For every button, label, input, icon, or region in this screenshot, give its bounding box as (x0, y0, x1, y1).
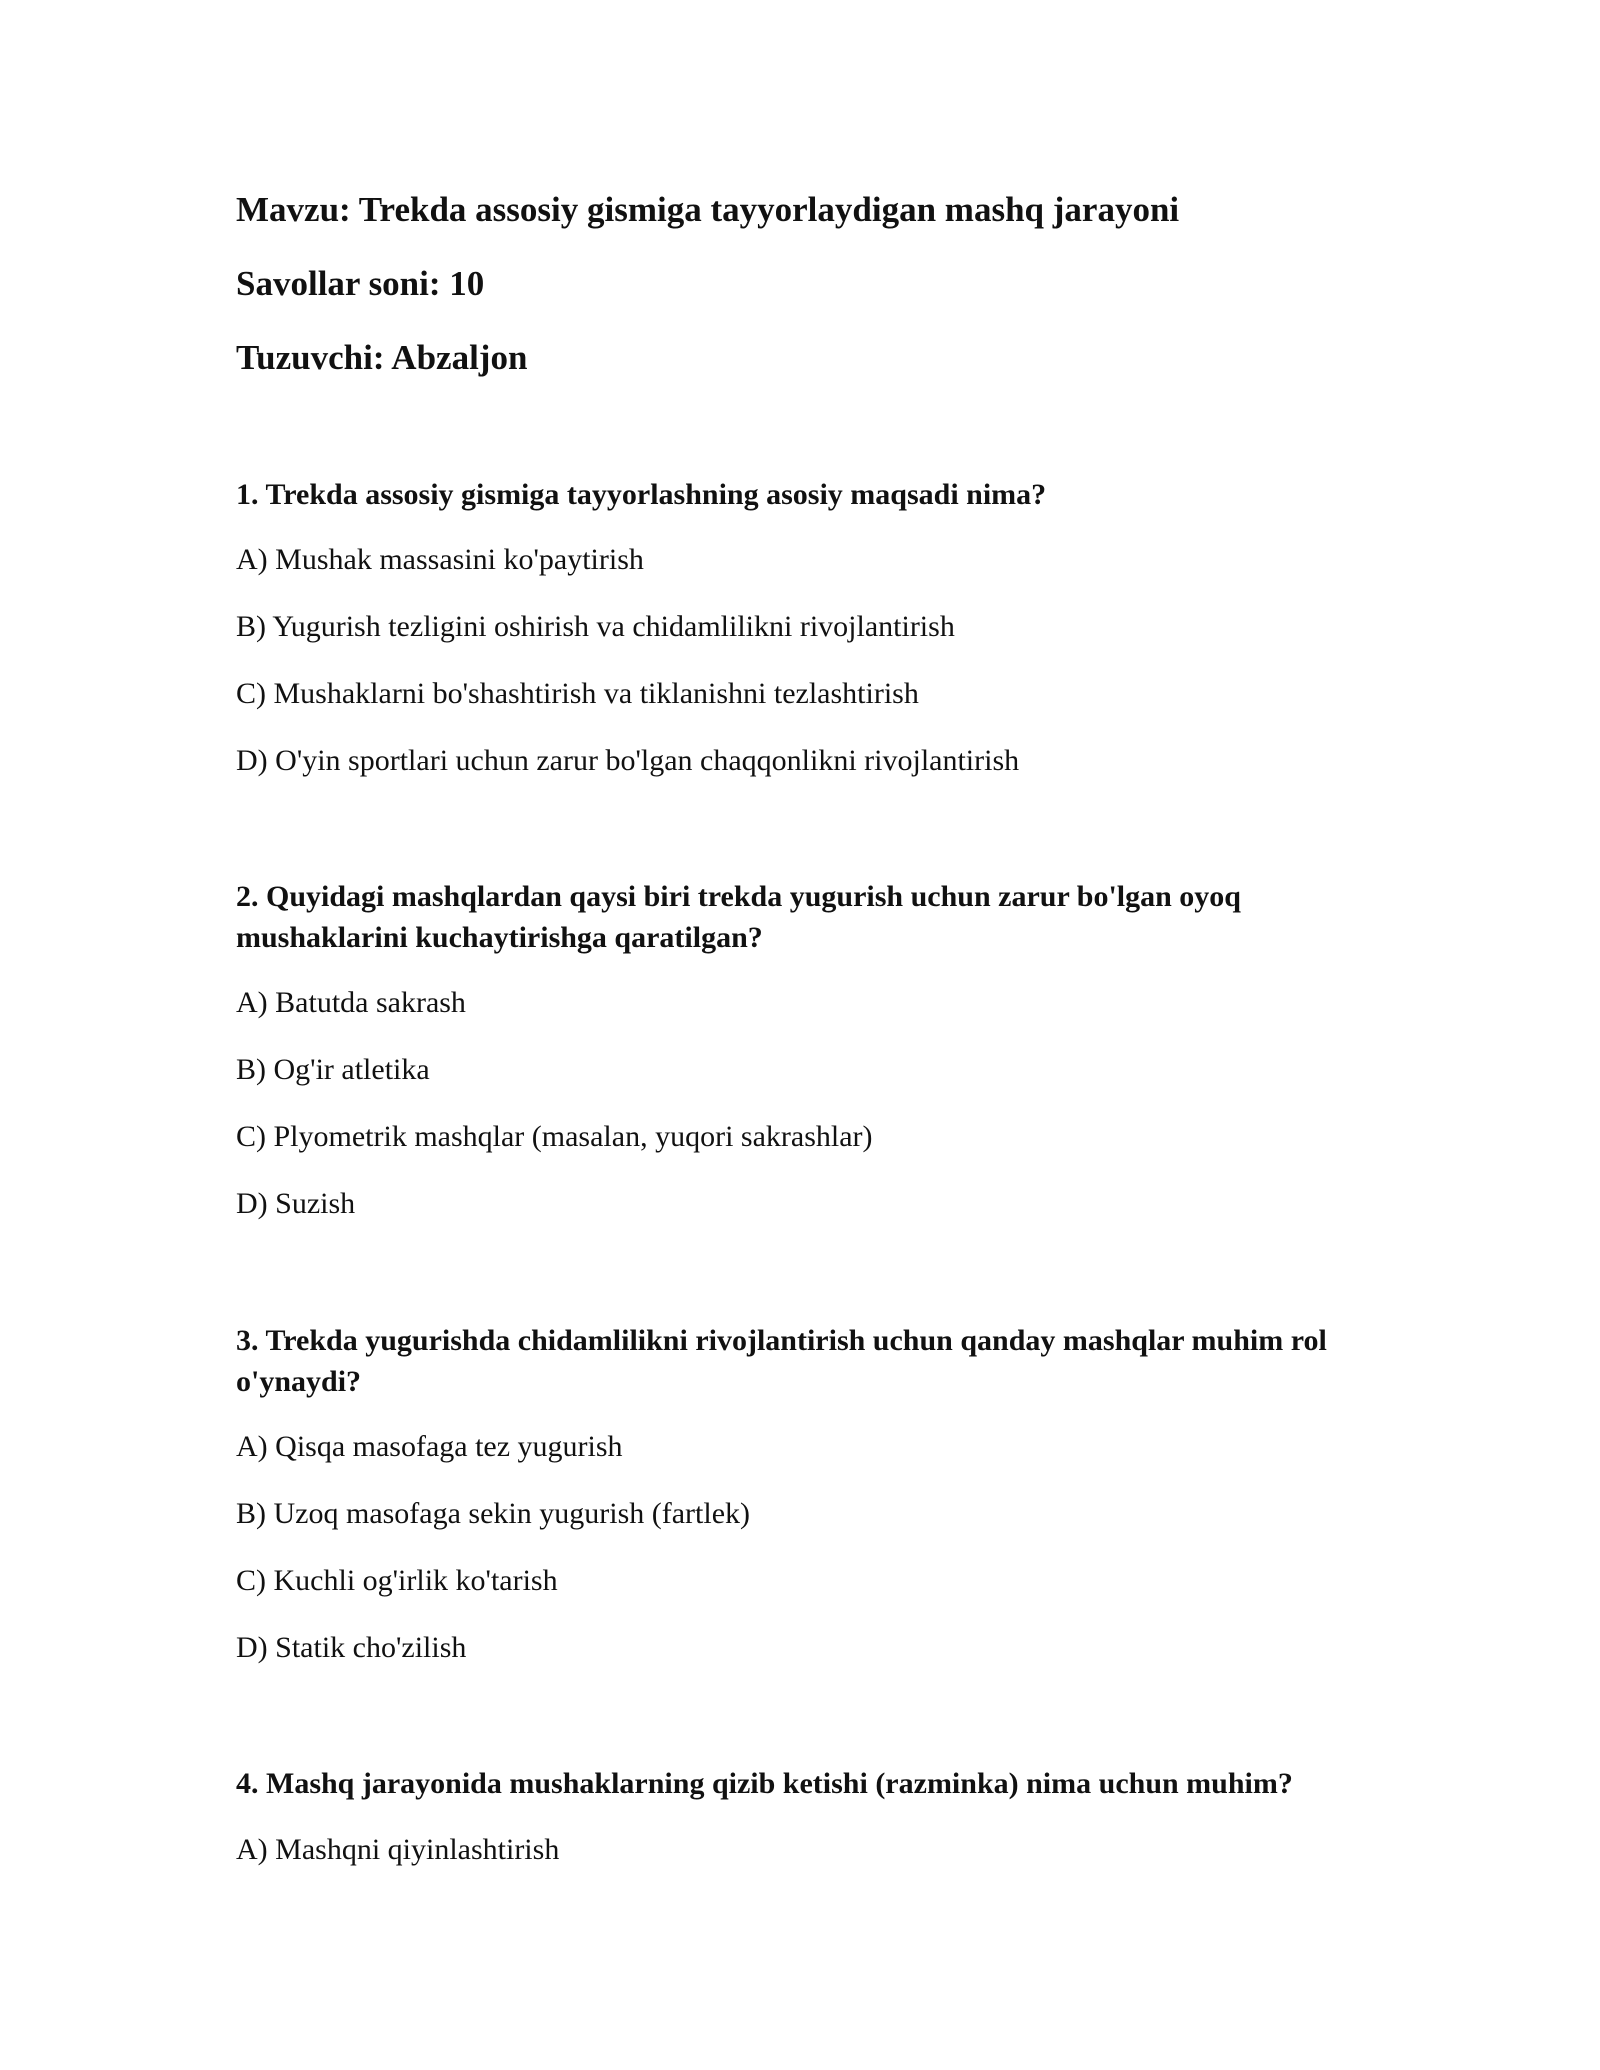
question-3-option-a: A) Qisqa masofaga tez yugurish (236, 1430, 623, 1463)
question-1-option-b: B) Yugurish tezligini oshirish va chidamlilikni rivojlantirish (236, 610, 955, 643)
question-2-option-d: D) Suzish (236, 1187, 356, 1220)
question-2: 2. Quyidagi mashqlardan qaysi biri trekda yugurish uchun zarur bo'lgan oyoq mushaklarini kuchaytirishga qaratilgan? (236, 880, 1241, 954)
question-2-option-a: A) Batutda sakrash (236, 986, 466, 1019)
question-3: 3. Trekda yugurishda chidamlilikni rivojlantirish uchun qanday mashqlar muhim rol o'ynaydi? (236, 1324, 1327, 1398)
question-3-option-b: B) Uzoq masofaga sekin yugurish (fartlek) (236, 1497, 751, 1530)
question-2-option-b: B) Og'ir atletika (236, 1053, 430, 1086)
question-4-option-a: A) Mashqni qiyinlashtirish (236, 1833, 560, 1866)
question-3-option-c: C) Kuchli og'irlik ko'tarish (236, 1564, 558, 1597)
question-1-option-a: A) Mushak massasini ko'paytirish (236, 543, 644, 576)
question-4: 4. Mashq jarayonida mushaklarning qizib ketishi (razminka) nima uchun muhim? (236, 1767, 1293, 1800)
author-line: Tuzuvchi: Abzaljon (236, 338, 528, 377)
question-1: 1. Trekda assosiy gismiga tayyorlashning asosiy maqsadi nima? (236, 478, 1047, 511)
question-1-option-d: D) O'yin sportlari uchun zarur bo'lgan chaqqonlikni rivojlantirish (236, 744, 1020, 777)
question-1-option-c: C) Mushaklarni bo'shashtirish va tiklanishni tezlashtirish (236, 677, 919, 710)
question-3-option-d: D) Statik cho'zilish (236, 1631, 467, 1664)
question-count: Savollar soni: 10 (236, 264, 485, 303)
question-2-option-c: C) Plyometrik mashqlar (masalan, yuqori sakrashlar) (236, 1120, 873, 1153)
topic-title: Mavzu: Trekda assosiy gismiga tayyorlaydigan mashq jarayoni (236, 190, 1180, 229)
